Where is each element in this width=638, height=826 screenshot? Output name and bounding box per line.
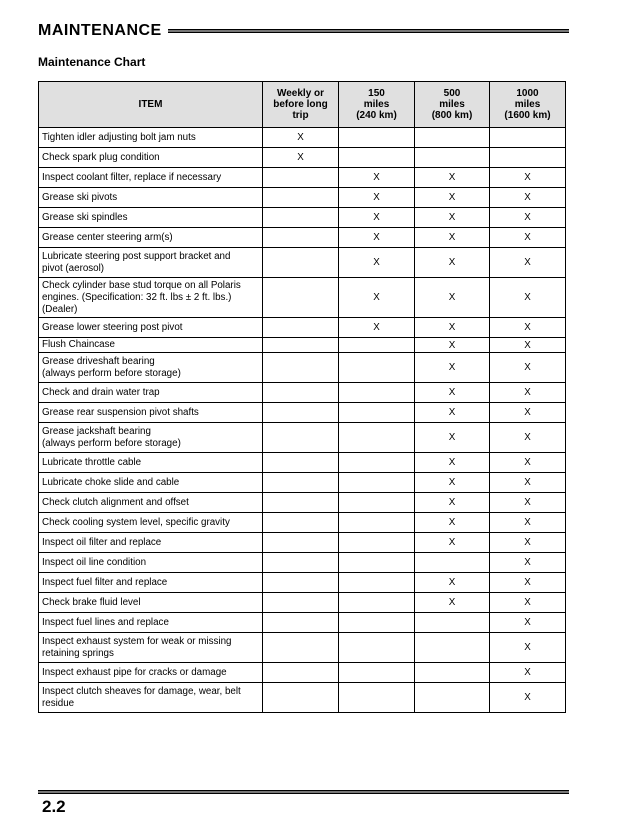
interval-mark-150-miles (339, 573, 415, 593)
interval-mark-1000-miles: X (490, 353, 566, 383)
interval-mark-150-miles: X (339, 208, 415, 228)
interval-mark-500-miles: X (415, 403, 490, 423)
row-item-cell (39, 553, 263, 573)
table-row (39, 338, 566, 353)
interval-mark-weekly (263, 188, 339, 208)
table-row (39, 493, 566, 513)
interval-mark-150-miles (339, 663, 415, 683)
interval-mark-500-miles (415, 663, 490, 683)
row-item-text-line: Inspect coolant filter, replace if necessary (42, 171, 222, 183)
interval-mark-1000-miles: X (490, 633, 566, 663)
row-item-text-line: engines. (Specification: 32 ft. lbs ± 2 ft. lbs.) (42, 291, 232, 303)
interval-mark-1000-miles: X (490, 663, 566, 683)
row-item-cell (39, 228, 263, 248)
interval-mark-150-miles (339, 353, 415, 383)
interval-mark-500-miles: X (415, 513, 490, 533)
row-item-text-line: Inspect oil line condition (42, 556, 147, 568)
interval-mark-500-miles: X (415, 473, 490, 493)
column-header-150-miles: 150 miles (240 km) (339, 82, 415, 128)
row-item-text-line: Grease lower steering post pivot (42, 321, 183, 333)
row-item-cell (39, 168, 263, 188)
table-row (39, 423, 566, 453)
row-item-text-line: Inspect clutch sheaves for damage, wear, belt (42, 685, 241, 697)
interval-mark-1000-miles: X (490, 473, 566, 493)
interval-mark-150-miles: X (339, 278, 415, 318)
interval-mark-150-miles: X (339, 188, 415, 208)
interval-mark-1000-miles: X (490, 453, 566, 473)
interval-mark-500-miles: X (415, 453, 490, 473)
interval-mark-150-miles: X (339, 318, 415, 338)
interval-mark-150-miles: X (339, 248, 415, 278)
interval-mark-weekly (263, 278, 339, 318)
interval-mark-150-miles (339, 453, 415, 473)
interval-mark-weekly (263, 403, 339, 423)
table-row (39, 513, 566, 533)
interval-mark-150-miles (339, 148, 415, 168)
interval-mark-weekly (263, 553, 339, 573)
interval-mark-weekly (263, 248, 339, 278)
interval-mark-500-miles: X (415, 228, 490, 248)
interval-mark-150-miles (339, 633, 415, 663)
page-footer (38, 790, 569, 818)
row-item-text-line: Check spark plug condition (42, 151, 160, 163)
table-row (39, 663, 566, 683)
table-row (39, 473, 566, 493)
row-item-cell (39, 573, 263, 593)
interval-mark-500-miles: X (415, 533, 490, 553)
row-item-cell (39, 248, 263, 278)
row-item-cell (39, 683, 263, 713)
row-item-cell (39, 383, 263, 403)
interval-mark-150-miles (339, 513, 415, 533)
interval-mark-1000-miles: X (490, 318, 566, 338)
table-row (39, 318, 566, 338)
column-header-item: ITEM (39, 82, 263, 128)
interval-mark-150-miles (339, 338, 415, 353)
interval-mark-500-miles (415, 128, 490, 148)
row-item-cell (39, 423, 263, 453)
interval-mark-1000-miles: X (490, 403, 566, 423)
interval-mark-500-miles: X (415, 208, 490, 228)
interval-mark-500-miles: X (415, 318, 490, 338)
interval-mark-150-miles (339, 593, 415, 613)
interval-mark-500-miles (415, 633, 490, 663)
interval-mark-weekly (263, 513, 339, 533)
interval-mark-weekly (263, 633, 339, 663)
interval-mark-500-miles: X (415, 383, 490, 403)
interval-mark-1000-miles: X (490, 513, 566, 533)
row-item-cell (39, 148, 263, 168)
interval-mark-500-miles (415, 683, 490, 713)
interval-mark-1000-miles: X (490, 683, 566, 713)
column-header-500-miles: 500 miles (800 km) (415, 82, 490, 128)
interval-mark-500-miles: X (415, 278, 490, 318)
row-item-cell (39, 318, 263, 338)
column-header-weekly: Weekly or before long trip (263, 82, 339, 128)
row-item-text-line: (always perform before storage) (42, 437, 181, 449)
interval-mark-weekly: X (263, 128, 339, 148)
interval-mark-weekly (263, 423, 339, 453)
interval-mark-1000-miles: X (490, 338, 566, 353)
interval-mark-weekly: X (263, 148, 339, 168)
interval-mark-150-miles (339, 383, 415, 403)
interval-mark-1000-miles: X (490, 188, 566, 208)
row-item-cell (39, 613, 263, 633)
table-row (39, 683, 566, 713)
row-item-cell (39, 278, 263, 318)
interval-mark-weekly (263, 473, 339, 493)
interval-mark-150-miles: X (339, 168, 415, 188)
row-item-text-line: Inspect fuel filter and replace (42, 576, 168, 588)
row-item-text-line: Check and drain water trap (42, 386, 160, 398)
chart-title: Maintenance Chart (38, 55, 146, 69)
table-row (39, 188, 566, 208)
table-row (39, 403, 566, 423)
table-row (39, 613, 566, 633)
table-header-row (39, 82, 566, 128)
footer-rule (38, 790, 569, 794)
row-item-cell (39, 338, 263, 353)
interval-mark-500-miles: X (415, 168, 490, 188)
table-row (39, 633, 566, 663)
interval-mark-weekly (263, 208, 339, 228)
interval-mark-weekly (263, 593, 339, 613)
interval-mark-500-miles (415, 553, 490, 573)
interval-mark-weekly (263, 493, 339, 513)
row-item-cell (39, 633, 263, 663)
interval-mark-150-miles (339, 553, 415, 573)
interval-mark-weekly (263, 228, 339, 248)
table-row (39, 228, 566, 248)
interval-mark-150-miles (339, 403, 415, 423)
interval-mark-150-miles (339, 493, 415, 513)
table-row (39, 353, 566, 383)
interval-mark-weekly (263, 168, 339, 188)
interval-mark-1000-miles: X (490, 423, 566, 453)
interval-mark-weekly (263, 613, 339, 633)
row-item-text-line: Check cylinder base stud torque on all Polaris (42, 279, 241, 291)
interval-mark-weekly (263, 318, 339, 338)
interval-mark-150-miles (339, 128, 415, 148)
table-row (39, 208, 566, 228)
row-item-text-line: Grease rear suspension pivot shafts (42, 406, 199, 418)
row-item-text-line: residue (42, 697, 75, 709)
interval-mark-150-miles (339, 533, 415, 553)
table-row (39, 573, 566, 593)
interval-mark-1000-miles: X (490, 168, 566, 188)
row-item-text-line: Grease ski pivots (42, 191, 118, 203)
column-header-1000-miles: 1000 miles (1600 km) (490, 82, 566, 128)
row-item-text-line: Inspect oil filter and replace (42, 536, 162, 548)
interval-mark-1000-miles: X (490, 613, 566, 633)
interval-mark-500-miles: X (415, 338, 490, 353)
interval-mark-500-miles: X (415, 423, 490, 453)
row-item-cell (39, 128, 263, 148)
interval-mark-1000-miles: X (490, 228, 566, 248)
page-number: 2.2 (42, 797, 66, 816)
row-item-cell (39, 208, 263, 228)
row-item-text-line: (Dealer) (42, 303, 78, 315)
interval-mark-150-miles (339, 473, 415, 493)
interval-mark-1000-miles (490, 128, 566, 148)
interval-mark-500-miles: X (415, 493, 490, 513)
interval-mark-weekly (263, 573, 339, 593)
row-item-text-line: Lubricate steering post support bracket and (42, 250, 231, 262)
row-item-cell (39, 533, 263, 553)
interval-mark-500-miles: X (415, 353, 490, 383)
table-row (39, 248, 566, 278)
row-item-cell (39, 188, 263, 208)
interval-mark-150-miles: X (339, 228, 415, 248)
table-row (39, 383, 566, 403)
interval-mark-500-miles (415, 148, 490, 168)
row-item-text-line: Check clutch alignment and offset (42, 496, 189, 508)
maintenance-chart-table (38, 81, 566, 713)
interval-mark-150-miles (339, 613, 415, 633)
row-item-text-line: Grease center steering arm(s) (42, 231, 173, 243)
row-item-text-line: Lubricate throttle cable (42, 456, 142, 468)
row-item-text-line: Tighten idler adjusting bolt jam nuts (42, 131, 196, 143)
row-item-cell (39, 453, 263, 473)
row-item-text-line: Check cooling system level, specific gravity (42, 516, 230, 528)
row-item-text-line: Grease driveshaft bearing (42, 355, 155, 367)
row-item-text-line: Inspect fuel lines and replace (42, 616, 169, 628)
row-item-text-line: Check brake fluid level (42, 596, 141, 608)
table-body (39, 128, 566, 713)
interval-mark-weekly (263, 338, 339, 353)
row-item-cell (39, 473, 263, 493)
row-item-text-line: Grease jackshaft bearing (42, 425, 151, 437)
interval-mark-weekly (263, 383, 339, 403)
row-item-text-line: Flush Chaincase (42, 339, 115, 350)
row-item-text-line: (always perform before storage) (42, 367, 181, 379)
row-item-cell (39, 663, 263, 683)
row-item-cell (39, 353, 263, 383)
table-row (39, 533, 566, 553)
interval-mark-weekly (263, 353, 339, 383)
row-item-text-line: Inspect exhaust pipe for cracks or damage (42, 666, 227, 678)
interval-mark-weekly (263, 663, 339, 683)
row-item-cell (39, 403, 263, 423)
interval-mark-weekly (263, 683, 339, 713)
table-row (39, 148, 566, 168)
interval-mark-500-miles (415, 613, 490, 633)
interval-mark-1000-miles: X (490, 533, 566, 553)
section-title: MAINTENANCE (38, 22, 168, 40)
table-row (39, 278, 566, 318)
interval-mark-1000-miles: X (490, 248, 566, 278)
page-header (38, 20, 569, 44)
table-row (39, 453, 566, 473)
interval-mark-500-miles: X (415, 573, 490, 593)
interval-mark-1000-miles: X (490, 493, 566, 513)
interval-mark-1000-miles: X (490, 593, 566, 613)
interval-mark-1000-miles: X (490, 208, 566, 228)
interval-mark-500-miles: X (415, 593, 490, 613)
row-item-cell (39, 593, 263, 613)
row-item-cell (39, 493, 263, 513)
interval-mark-500-miles: X (415, 248, 490, 278)
row-item-cell (39, 513, 263, 533)
table-row (39, 553, 566, 573)
interval-mark-1000-miles: X (490, 278, 566, 318)
row-item-text-line: pivot (aerosol) (42, 262, 105, 274)
table-row (39, 168, 566, 188)
interval-mark-500-miles: X (415, 188, 490, 208)
interval-mark-weekly (263, 453, 339, 473)
interval-mark-1000-miles: X (490, 553, 566, 573)
row-item-text-line: Lubricate choke slide and cable (42, 476, 180, 488)
row-item-text-line: Grease ski spindles (42, 211, 128, 223)
header-rule (168, 29, 569, 33)
table-row (39, 593, 566, 613)
row-item-text-line: retaining springs (42, 647, 114, 659)
interval-mark-150-miles (339, 423, 415, 453)
interval-mark-1000-miles: X (490, 383, 566, 403)
interval-mark-1000-miles: X (490, 573, 566, 593)
interval-mark-150-miles (339, 683, 415, 713)
interval-mark-1000-miles (490, 148, 566, 168)
interval-mark-weekly (263, 533, 339, 553)
table-row (39, 128, 566, 148)
row-item-text-line: Inspect exhaust system for weak or missing (42, 635, 232, 647)
